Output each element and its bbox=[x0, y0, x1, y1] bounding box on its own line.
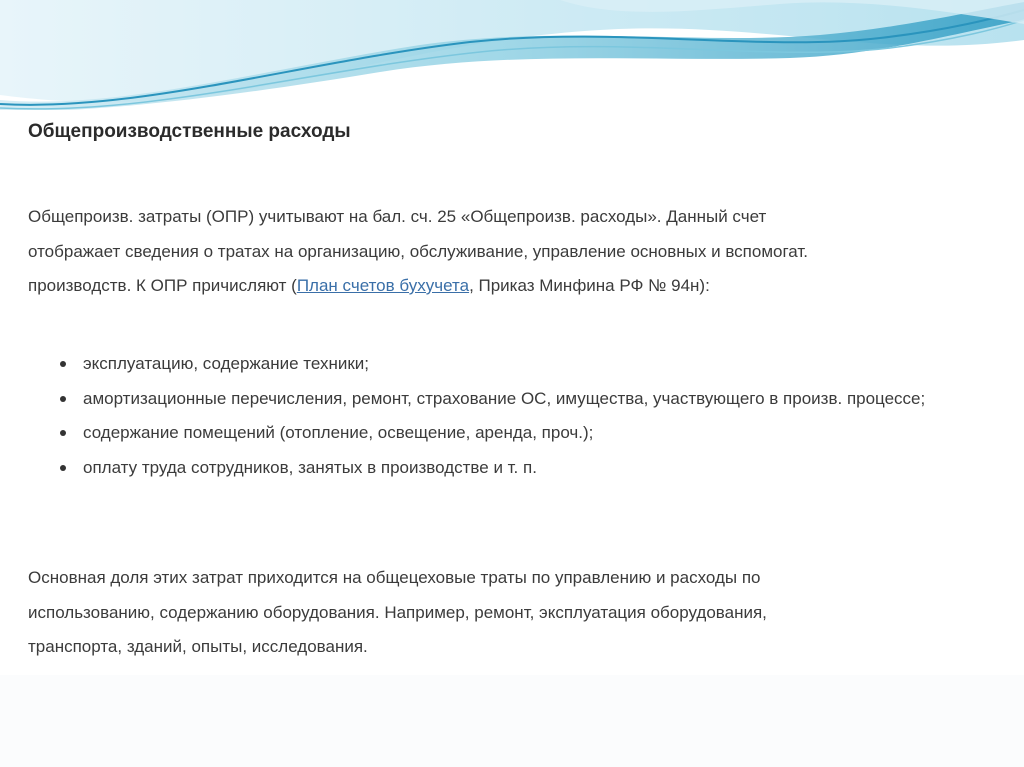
bullet-dot-icon bbox=[60, 361, 66, 367]
list-item-text: содержание помещений (отопление, освещение, аренда, проч.); bbox=[83, 423, 594, 442]
intro-paragraph bbox=[28, 200, 988, 304]
intro-line-3-end: , Приказ Минфина РФ № 94н): bbox=[469, 276, 710, 295]
list-item-text: эксплуатацию, содержание техники; bbox=[83, 354, 370, 373]
summary-paragraph bbox=[28, 561, 988, 665]
summary-line-3: транспорта, зданий, опыты, исследования. bbox=[28, 637, 368, 656]
list-item-text: амортизационные перечисления, ремонт, страхование ОС, имущества, участвующего в произв. процессе; bbox=[83, 388, 926, 408]
chart-of-accounts-link[interactable]: План счетов бухучета bbox=[296, 276, 470, 295]
list-item bbox=[60, 347, 1010, 382]
expense-list bbox=[60, 347, 1010, 485]
intro-line-1: Общепроизв. затраты (ОПР) учитывают на бал. сч. 25 «Общепроизв. расходы». Данный счет bbox=[28, 207, 767, 226]
footer-band bbox=[0, 675, 1024, 767]
bullet-dot-icon bbox=[60, 465, 66, 471]
list-item bbox=[60, 416, 1010, 451]
bullet-dot-icon bbox=[60, 396, 66, 402]
list-item bbox=[60, 382, 1010, 417]
intro-line-2: отображает сведения о тратах на организацию, обслуживание, управление основных и вспомогат. bbox=[28, 241, 809, 261]
summary-line-2: использованию, содержанию оборудования. Например, ремонт, эксплуатация оборудования, bbox=[28, 602, 767, 622]
list-item-text: оплату труда сотрудников, занятых в производстве и т. п. bbox=[83, 457, 537, 477]
decorative-wave-header bbox=[0, 0, 1024, 118]
page-title: Общепроизводственные расходы bbox=[28, 121, 351, 142]
bullet-dot-icon bbox=[60, 430, 66, 436]
list-item bbox=[60, 451, 1010, 486]
intro-line-3-start: производств. К ОПР причисляют ( bbox=[28, 276, 297, 295]
summary-line-1: Основная доля этих затрат приходится на общецеховые траты по управлению и расходы по bbox=[28, 568, 761, 587]
